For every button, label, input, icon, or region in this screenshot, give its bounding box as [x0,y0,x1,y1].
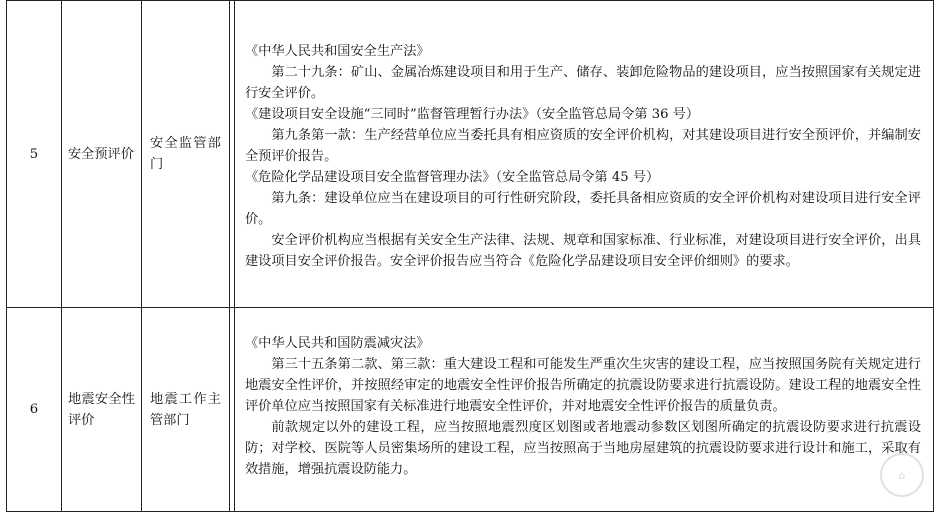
law-title: 《建设项目安全设施“三同时”监督管理暂行办法》（安全监管总局令第 36 号） [245,107,700,122]
law-title: 《中华人民共和国安全生产法》 [245,44,430,59]
legal-basis [245,1,921,272]
department-name: 安全监管部门 [142,1,230,308]
law-title: 《危险化学品建设项目安全监督管理办法》（安全监管总局令第 45 号） [245,170,660,185]
law-clause: 第九条第一款：生产经营单位应当委托具有相应资质的安全评价机构，对其建设项目进行安全预评价，并编制安全预评价报告。 [245,128,921,164]
law-clause: 安全评价机构应当根据有关安全生产法律、法规、规章和国家标准、行业标准，对建设项目进行安全评价，出具建设项目安全评价报告。安全评价报告应当符合《危险化学品建设项目安全评价细则》的要求。 [245,233,921,269]
legal-basis-cell [235,1,934,308]
law-title: 《中华人民共和国防震减灾法》 [245,336,430,351]
department-name: 地震工作主管部门 [142,308,230,512]
row-number: 5 [7,1,62,308]
row-number: 6 [7,308,62,512]
regulation-table [6,0,934,512]
watermark-logo-icon: ⌂ [880,453,924,497]
legal-basis-cell [235,308,934,512]
table-row [7,308,934,512]
law-clause: 前款规定以外的建设工程，应当按照地震烈度区划图或者地震动参数区划图所确定的抗震设防要求进行抗震设防；对学校、医院等人员密集场所的建设工程，应当按照高于当地房屋建筑的抗震设防要求进行设计和施工，采取有效措施，增强抗震设防能力。 [245,420,921,477]
law-clause: 第九条：建设单位应当在建设项目的可行性研究阶段，委托具备相应资质的安全评价机构对建设项目进行安全评价。 [245,191,921,227]
law-clause: 第二十九条：矿山、金属冶炼建设项目和用于生产、储存、装卸危险物品的建设项目，应当按照国家有关规定进行安全评价。 [245,65,921,101]
legal-basis [245,308,921,480]
law-clause: 第三十五条第二款、第三款：重大建设工程和可能发生严重次生灾害的建设工程，应当按照国务院有关规定进行地震安全性评价，并按照经审定的地震安全性评价报告所确定的抗震设防要求进行抗震设防。建设工程的地震安全性评价单位应当按照国家有关标准进行地震安全性评价，并对地震安全性评价报告的质量负责。 [245,357,921,414]
item-name: 安全预评价 [62,1,142,308]
item-name: 地震安全性评价 [62,308,142,512]
table-row [7,1,934,308]
